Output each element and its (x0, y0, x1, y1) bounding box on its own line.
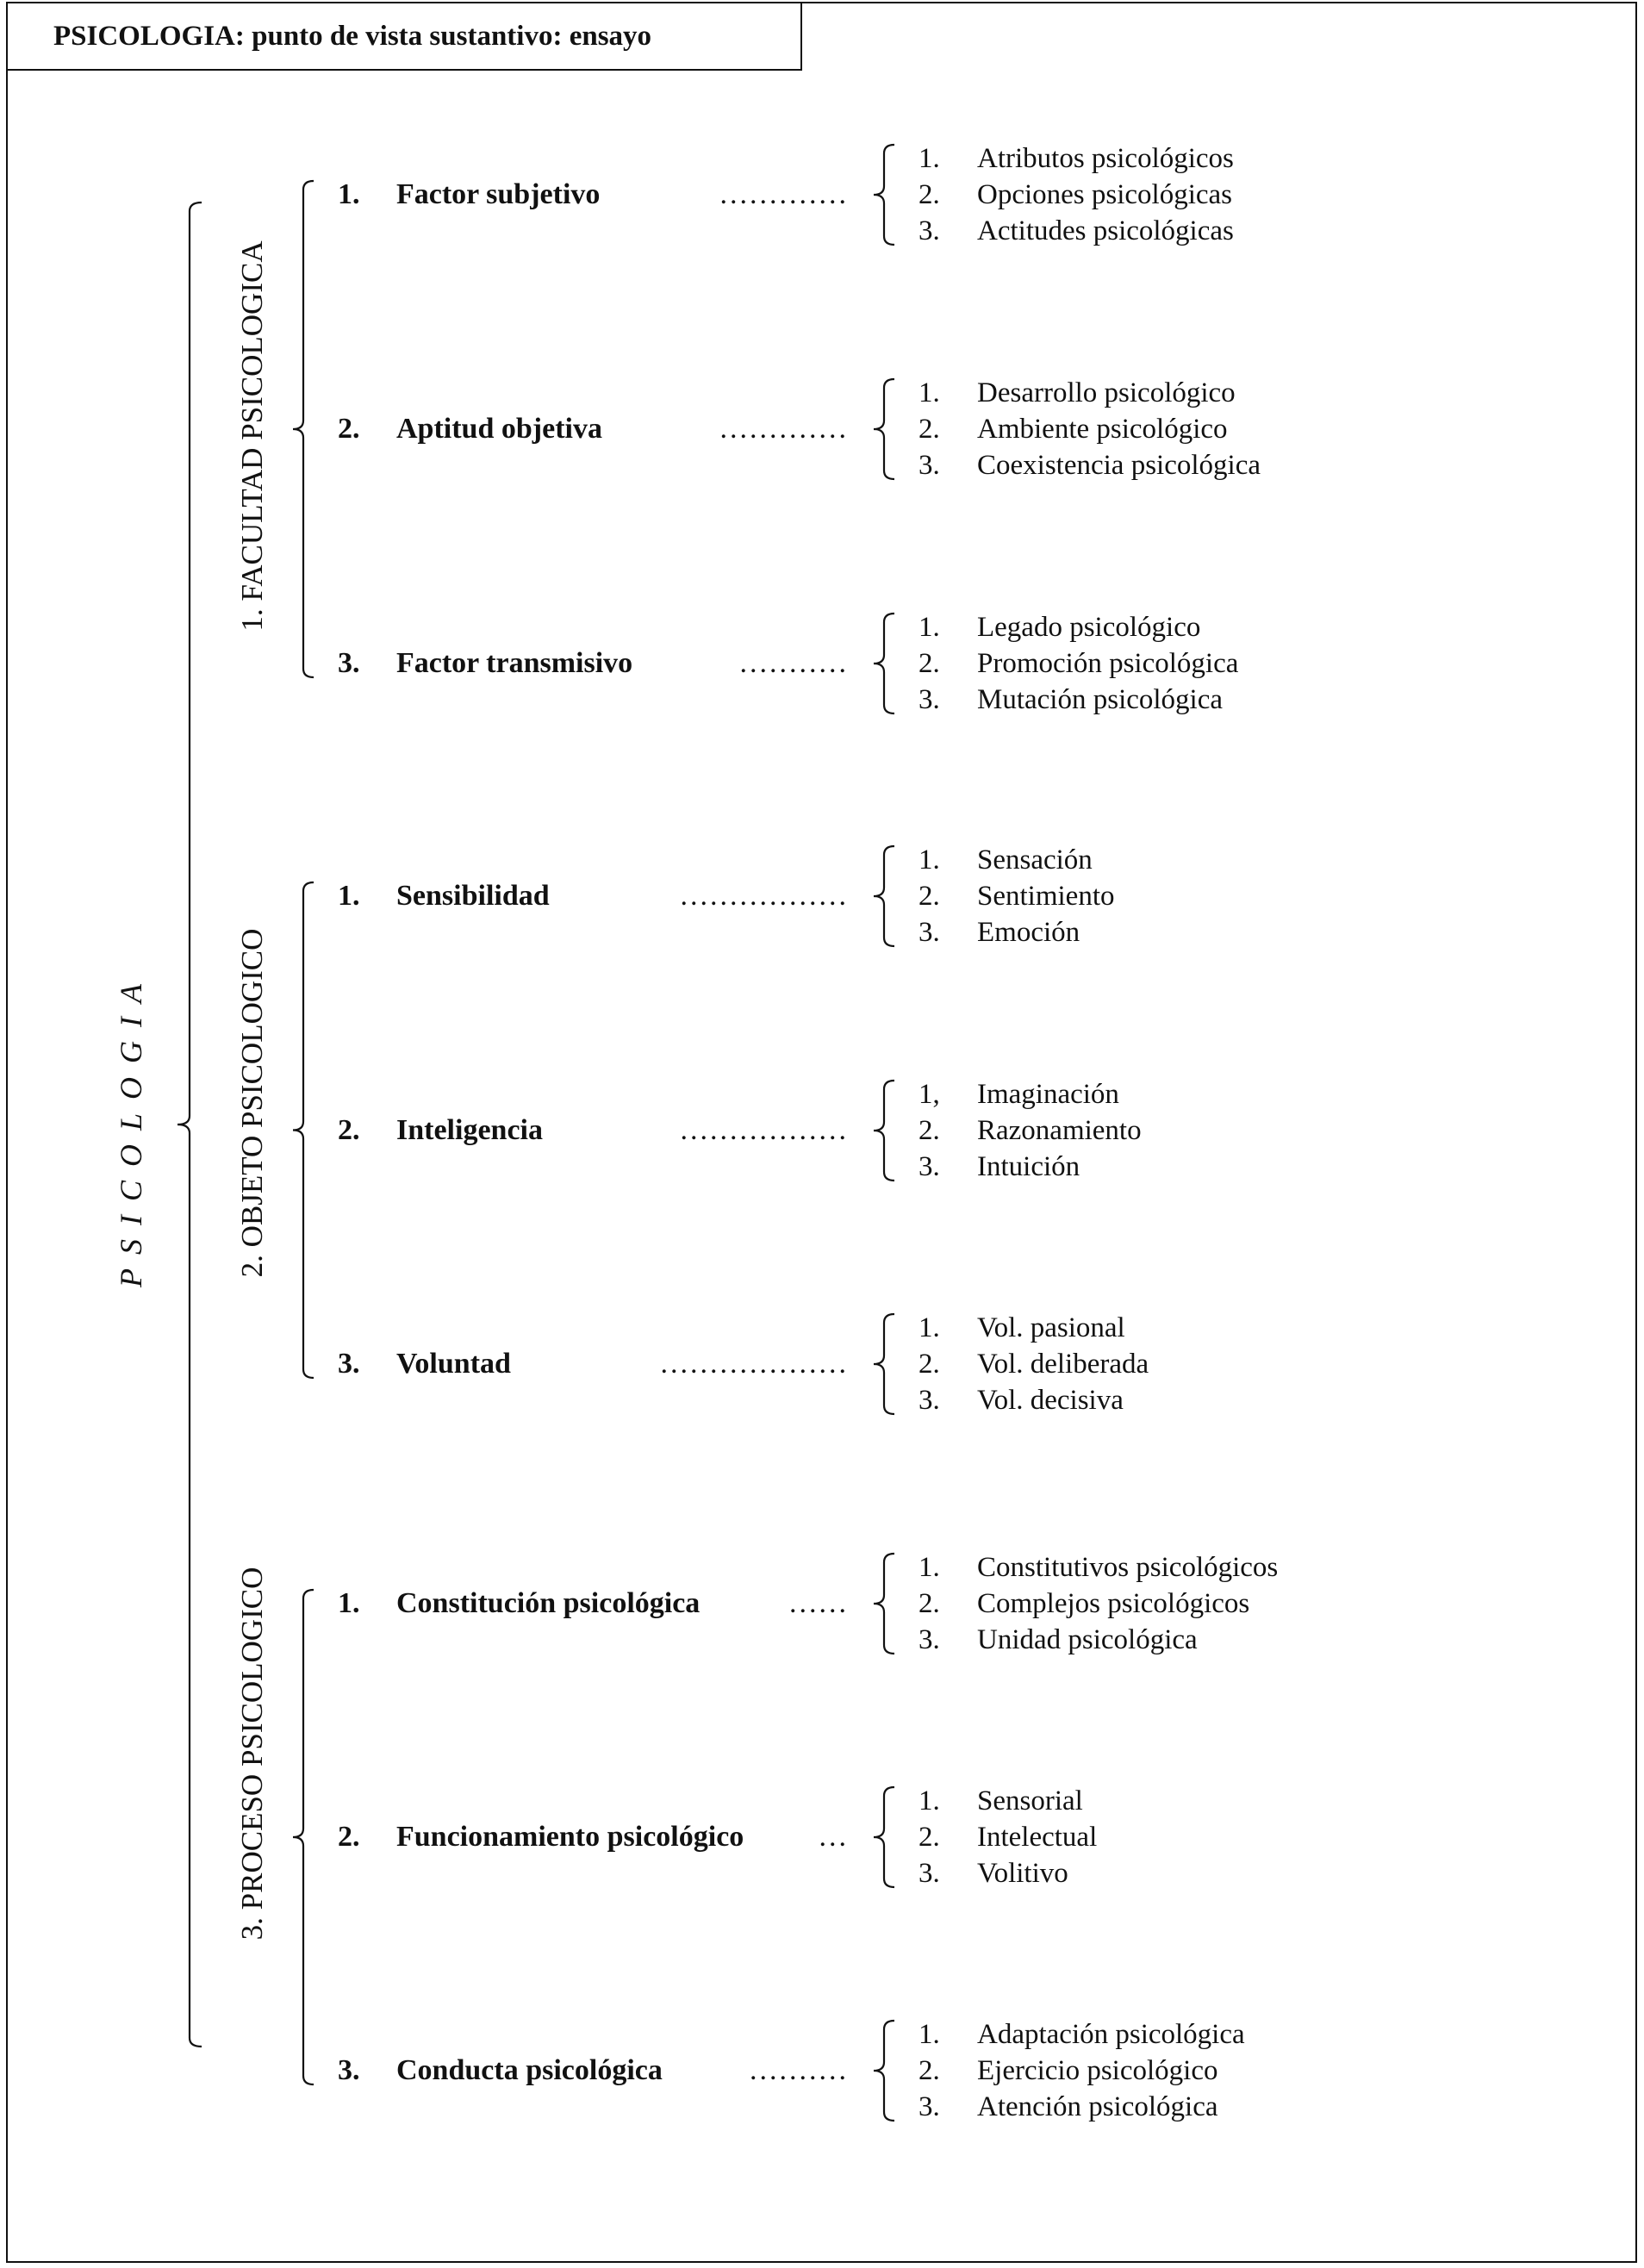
leaf-number: 1. (919, 844, 940, 875)
sub-item-number: 3. (338, 2054, 360, 2086)
leaf-text: Razonamiento (977, 1115, 1142, 1146)
leaf-number: 1, (919, 1079, 940, 1110)
leaf-bracket (874, 1081, 894, 1181)
leaf-number: 3. (919, 2091, 940, 2122)
leaf-number: 2. (919, 414, 940, 445)
leaf-bracket (874, 846, 894, 946)
leaf-text: Coexistencia psicológica (977, 450, 1261, 481)
leaf-text: Sentimiento (977, 881, 1115, 912)
sub-item-name: Sensibilidad (396, 880, 550, 912)
leaf-text: Actitudes psicológicas (977, 215, 1234, 246)
leader-dots: ... (819, 1821, 849, 1853)
sub-item-name: Constitución psicológica (396, 1587, 701, 1619)
leaf-text: Vol. pasional (977, 1312, 1125, 1343)
leaf-text: Complejos psicológicos (977, 1588, 1250, 1619)
leaf-text: Atención psicológica (977, 2091, 1218, 2122)
leaf-number: 3. (919, 215, 940, 246)
leader-dots: ................. (680, 880, 849, 912)
leaf-number: 2. (919, 1822, 940, 1853)
leaf-text: Intelectual (977, 1822, 1098, 1853)
leaf-number: 2. (919, 1349, 940, 1380)
sub-item-name: Factor transmisivo (396, 647, 633, 679)
leaf-text: Constitutivos psicológicos (977, 1552, 1279, 1583)
leaf-number: 3. (919, 1624, 940, 1655)
diagram-title: PSICOLOGIA: punto de vista sustantivo: ensayo (53, 21, 652, 52)
sub-item-number: 3. (338, 1348, 360, 1380)
leaf-text: Imaginación (977, 1079, 1119, 1110)
leaf-text: Adaptación psicológica (977, 2019, 1245, 2050)
group-bracket (293, 882, 314, 1378)
leaf-number: 2. (919, 2055, 940, 2086)
leaf-number: 2. (919, 179, 940, 210)
leader-dots: ............. (719, 413, 849, 445)
leaf-text: Intuición (977, 1151, 1080, 1182)
group-label: 1. FACULTAD PSICOLOGICA (235, 240, 269, 632)
sub-item-name: Conducta psicológica (396, 2054, 663, 2086)
sub-item-name: Aptitud objetiva (396, 413, 602, 445)
leaf-text: Emoción (977, 917, 1080, 948)
leaf-number: 1. (919, 612, 940, 643)
leaf-bracket (874, 614, 894, 713)
leaf-number: 3. (919, 684, 940, 715)
sub-item-number: 1. (338, 178, 360, 210)
leaf-number: 3. (919, 1385, 940, 1416)
leaf-bracket (874, 2021, 894, 2121)
sub-item-name: Inteligencia (396, 1114, 543, 1146)
leaf-text: Atributos psicológicos (977, 143, 1234, 174)
leaf-bracket (874, 1787, 894, 1887)
leaf-text: Volitivo (977, 1858, 1068, 1889)
leaf-number: 1. (919, 2019, 940, 2050)
leaf-bracket (874, 1314, 894, 1414)
leader-dots: ...... (789, 1587, 849, 1619)
leaf-text: Desarrollo psicológico (977, 377, 1236, 408)
group-label: 3. PROCESO PSICOLOGICO (235, 1567, 269, 1941)
leaf-number: 1. (919, 1312, 940, 1343)
leaf-bracket (874, 1554, 894, 1654)
group-bracket (293, 1590, 314, 2084)
group-label: 2. OBJETO PSICOLOGICO (235, 928, 269, 1278)
leader-dots: ........... (739, 647, 849, 679)
leaf-text: Unidad psicológica (977, 1624, 1198, 1655)
leaf-number: 3. (919, 917, 940, 948)
leaf-text: Ambiente psicológico (977, 414, 1228, 445)
leaf-text: Legado psicológico (977, 612, 1201, 643)
leaf-number: 3. (919, 1858, 940, 1889)
leaf-number: 2. (919, 1588, 940, 1619)
leaf-number: 3. (919, 450, 940, 481)
leader-dots: ............. (719, 178, 849, 210)
sub-item-number: 1. (338, 880, 360, 912)
sub-item-name: Funcionamiento psicológico (396, 1821, 744, 1853)
leader-dots: ................. (680, 1114, 849, 1146)
sub-item-number: 1. (338, 1587, 360, 1619)
leader-dots: .......... (750, 2054, 849, 2086)
root-label: PSICOLOGIA (114, 970, 148, 1287)
leaf-number: 3. (919, 1151, 940, 1182)
leaf-text: Sensorial (977, 1785, 1083, 1816)
leaf-number: 2. (919, 1115, 940, 1146)
sub-item-number: 2. (338, 413, 360, 445)
leaf-text: Mutación psicológica (977, 684, 1224, 715)
leaf-number: 1. (919, 1552, 940, 1583)
group-bracket (293, 181, 314, 677)
leaf-number: 2. (919, 881, 940, 912)
leaf-text: Vol. decisiva (977, 1385, 1124, 1416)
leaf-number: 1. (919, 1785, 940, 1816)
leaf-text: Sensación (977, 844, 1093, 875)
leaf-number: 1. (919, 377, 940, 408)
sub-item-number: 2. (338, 1114, 360, 1146)
sub-item-number: 2. (338, 1821, 360, 1853)
leader-dots: ................... (660, 1348, 849, 1380)
leaf-number: 1. (919, 143, 940, 174)
leaf-text: Promoción psicológica (977, 648, 1239, 679)
sub-item-number: 3. (338, 647, 360, 679)
sub-item-name: Voluntad (396, 1348, 511, 1380)
leaf-number: 2. (919, 648, 940, 679)
leaf-text: Opciones psicológicas (977, 179, 1233, 210)
leaf-bracket (874, 145, 894, 245)
leaf-bracket (874, 379, 894, 479)
sub-item-name: Factor subjetivo (396, 178, 601, 210)
root-bracket (177, 202, 202, 2047)
leaf-text: Vol. deliberada (977, 1349, 1149, 1380)
leaf-text: Ejercicio psicológico (977, 2055, 1218, 2086)
